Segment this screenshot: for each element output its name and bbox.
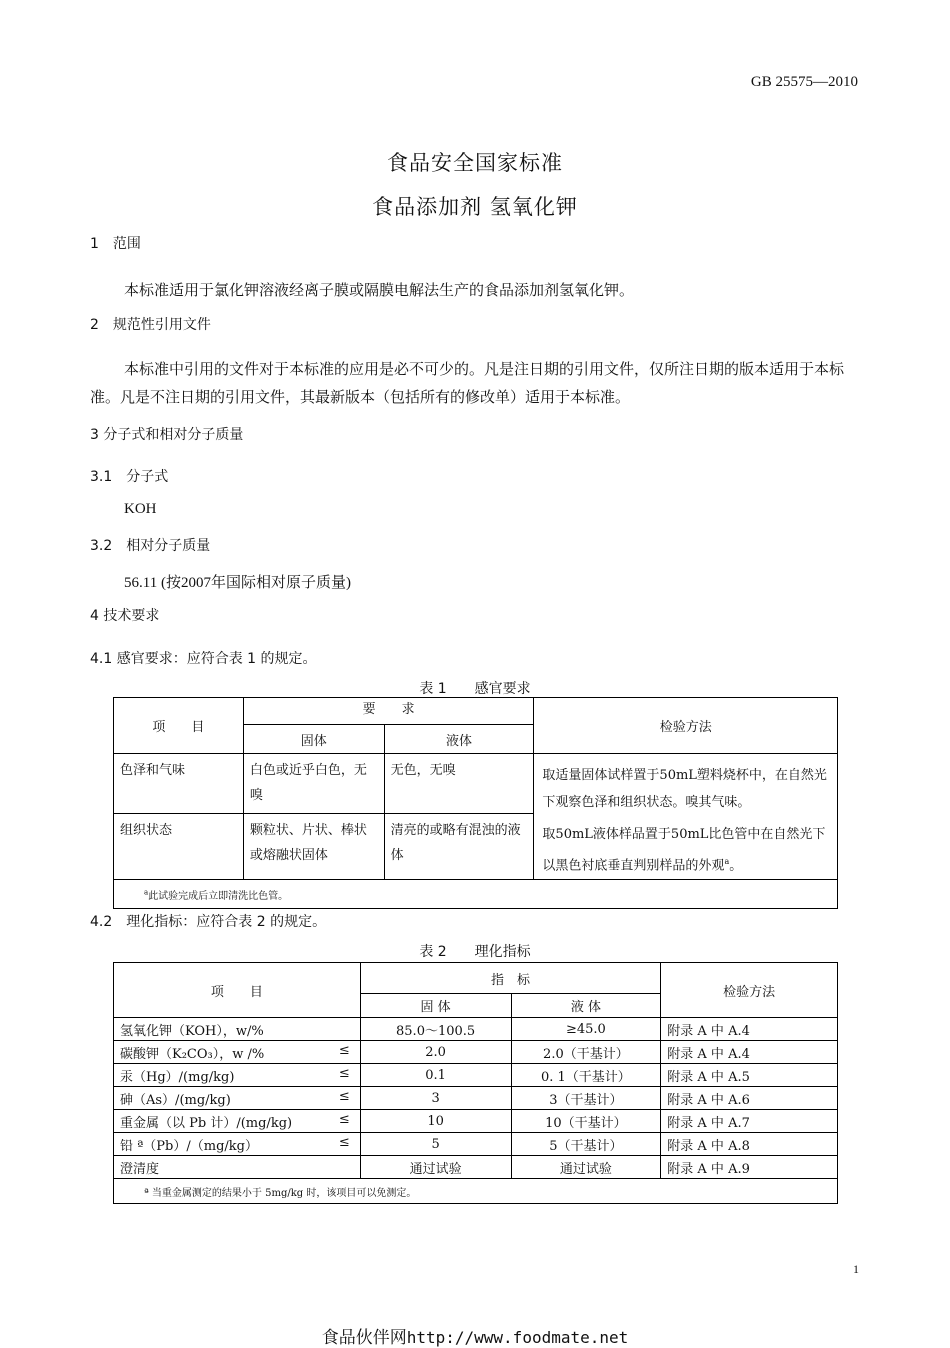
- section-2-heading: 2 规范性引用文件: [90, 317, 211, 333]
- item-label: 氢氧化钾（KOH），w/%: [120, 1023, 264, 1039]
- table-row: [114, 1156, 838, 1179]
- table-2-caption: 表 2 理化指标: [419, 944, 531, 960]
- table-2-cell-liquid: 0. 1（干基计）: [511, 1064, 661, 1087]
- table-1-cell-solid: 白色或近乎白色，无嗅: [243, 754, 384, 814]
- item-label: 重金属（以 Pb 计）/(mg/kg): [120, 1115, 293, 1131]
- item-label: 碳酸钾（K₂CO₃），w /%: [120, 1046, 265, 1062]
- table-1-footnote-mark: a: [144, 888, 149, 897]
- table-row: [114, 754, 838, 814]
- section-3-heading: 3 分子式和相对分子质量: [90, 427, 244, 443]
- table-2-cell-solid: 2.0: [360, 1041, 511, 1064]
- table-row: [114, 1064, 838, 1087]
- table-2-cell-method: 附录 A 中 A.5: [661, 1064, 838, 1087]
- table-2-header-liquid: 液 体: [511, 994, 661, 1018]
- limit-sign: ≤: [338, 1042, 350, 1058]
- section-3-1-heading: 3.1 分子式: [90, 469, 169, 485]
- table-2-cell-item: [114, 1133, 361, 1156]
- table-2-cell-liquid: 2.0（干基计）: [511, 1041, 661, 1064]
- table-1-cell-solid: 颗粒状、片状、棒状或熔融状固体: [243, 814, 384, 880]
- table-2-cell-method: 附录 A 中 A.4: [661, 1041, 838, 1064]
- table-2-cell-item: [114, 1064, 361, 1087]
- table-1-caption: 表 1 感官要求: [419, 681, 531, 697]
- section-3-2-heading: 3.2 相对分子质量: [90, 538, 211, 554]
- molecular-mass: 56.11 (按2007年国际相对原子质量): [124, 575, 351, 591]
- table-1-header-solid: 固体: [243, 725, 384, 754]
- page-number: 1: [853, 1262, 859, 1276]
- sensory-requirements-table: [113, 697, 838, 909]
- molecular-formula: KOH: [124, 501, 157, 517]
- section-4-heading: 4 技术要求: [90, 608, 160, 624]
- table-2-cell-liquid: 通过试验: [511, 1156, 661, 1179]
- table-1-cell-item: 色泽和气味: [114, 754, 244, 814]
- table-2-cell-solid: 通过试验: [360, 1156, 511, 1179]
- table-row: [114, 1133, 838, 1156]
- table-row: [114, 1018, 838, 1041]
- table-2-cell-item: [114, 1018, 361, 1041]
- method-liquid-end: 。: [729, 858, 743, 874]
- footer-url-link[interactable]: http://www.foodmate.net: [406, 1328, 629, 1347]
- table-2-cell-item: [114, 1156, 361, 1179]
- limit-sign: ≤: [338, 1111, 350, 1127]
- table-2-cell-solid: 5: [360, 1133, 511, 1156]
- table-2-header-item: 项 目: [114, 963, 361, 1018]
- table-2-footnote: ª 当重金属测定的结果小于 5mg/kg 时，该项目可以免测定。: [114, 1179, 838, 1204]
- method-solid-text: 取适量固体试样置于50mL塑料烧杯中，在自然光下观察色泽和组织状态。嗅其气味。: [542, 768, 827, 810]
- limit-sign: ≤: [338, 1088, 350, 1104]
- table-2-cell-solid: 0.1: [360, 1064, 511, 1087]
- table-2-cell-liquid: ≥45.0: [511, 1018, 661, 1041]
- section-4-2-text: 4.2 理化指标：应符合表 2 的规定。: [90, 914, 327, 930]
- table-1-footnote: [114, 880, 838, 909]
- item-label: 澄清度: [120, 1161, 160, 1177]
- table-2-cell-method: 附录 A 中 A.7: [661, 1110, 838, 1133]
- table-2-cell-method: 附录 A 中 A.8: [661, 1133, 838, 1156]
- table-2-cell-item: [114, 1041, 361, 1064]
- section-1-heading: 1 范围: [90, 236, 141, 252]
- table-2-cell-item: [114, 1110, 361, 1133]
- table-2-cell-item: [114, 1087, 361, 1110]
- table-1-header-liquid: 液体: [384, 725, 534, 754]
- table-1-cell-liquid: 无色，无嗅: [384, 754, 534, 814]
- table-1-footnote-text: 此试验完成后立即清洗比色管。: [148, 890, 289, 902]
- table-2-cell-method: 附录 A 中 A.9: [661, 1156, 838, 1179]
- table-2-cell-liquid: 3（干基计）: [511, 1087, 661, 1110]
- method-liquid-text: 取50mL液体样品置于50mL比色管中在自然光下以黑色衬底垂直判别样品的外观: [542, 827, 826, 874]
- table-row: [114, 1087, 838, 1110]
- table-2-cell-method: 附录 A 中 A.6: [661, 1087, 838, 1110]
- table-1-cell-method: [534, 754, 838, 880]
- table-2-cell-solid: 10: [360, 1110, 511, 1133]
- item-label: 砷（As）/(mg/kg): [120, 1092, 231, 1108]
- physicochemical-indicators-table: [113, 962, 838, 1204]
- table-row: [114, 1041, 838, 1064]
- table-2-cell-liquid: 10（干基计）: [511, 1110, 661, 1133]
- document-number: GB 25575—2010: [750, 74, 858, 90]
- standard-title: 食品安全国家标准: [387, 151, 563, 175]
- method-liquid-paragraph: [542, 821, 831, 879]
- table-2-cell-solid: 85.0～100.5: [360, 1018, 511, 1041]
- table-2-cell-method: 附录 A 中 A.4: [661, 1018, 838, 1041]
- table-2-cell-solid: 3: [360, 1087, 511, 1110]
- limit-sign: ≤: [338, 1134, 350, 1150]
- item-label: 汞（Hg）/(mg/kg): [120, 1069, 235, 1085]
- table-row: [114, 1110, 838, 1133]
- document-title: 食品添加剂 氢氧化钾: [372, 195, 578, 219]
- table-2-header-method: 检验方法: [661, 963, 838, 1018]
- section-4-1-text: 4.1 感官要求：应符合表 1 的规定。: [90, 651, 317, 667]
- table-1-header-item: 项 目: [114, 698, 244, 754]
- method-liquid-footnote-mark: a: [724, 857, 730, 866]
- section-2-text: 本标准中引用的文件对于本标准的应用是必不可少的。凡是注日期的引用文件，仅所注日期的版本适用于本标准。凡是不注日期的引用文件，其最新版本（包括所有的修改单）适用于本标准。: [90, 362, 845, 406]
- table-1-header-method: 检验方法: [534, 698, 838, 754]
- footer-site-name: 食品伙伴网: [321, 1328, 407, 1347]
- section-1-text: 本标准适用于氯化钾溶液经离子膜或隔膜电解法生产的食品添加剂氢氧化钾。: [124, 283, 635, 299]
- table-2-header-index: 指 标: [360, 963, 661, 994]
- item-label: 铅 ª（Pb）/（mg/kg）: [120, 1138, 258, 1154]
- table-2-cell-liquid: 5（干基计）: [511, 1133, 661, 1156]
- table-1-cell-item: 组织状态: [114, 814, 244, 880]
- table-1-cell-liquid: 清亮的或略有混浊的液体: [384, 814, 534, 880]
- footer: [0, 1323, 950, 1348]
- table-1-header-requirements: 要 求: [243, 698, 534, 725]
- table-2-header-solid: 固 体: [360, 994, 511, 1018]
- limit-sign: ≤: [338, 1065, 350, 1081]
